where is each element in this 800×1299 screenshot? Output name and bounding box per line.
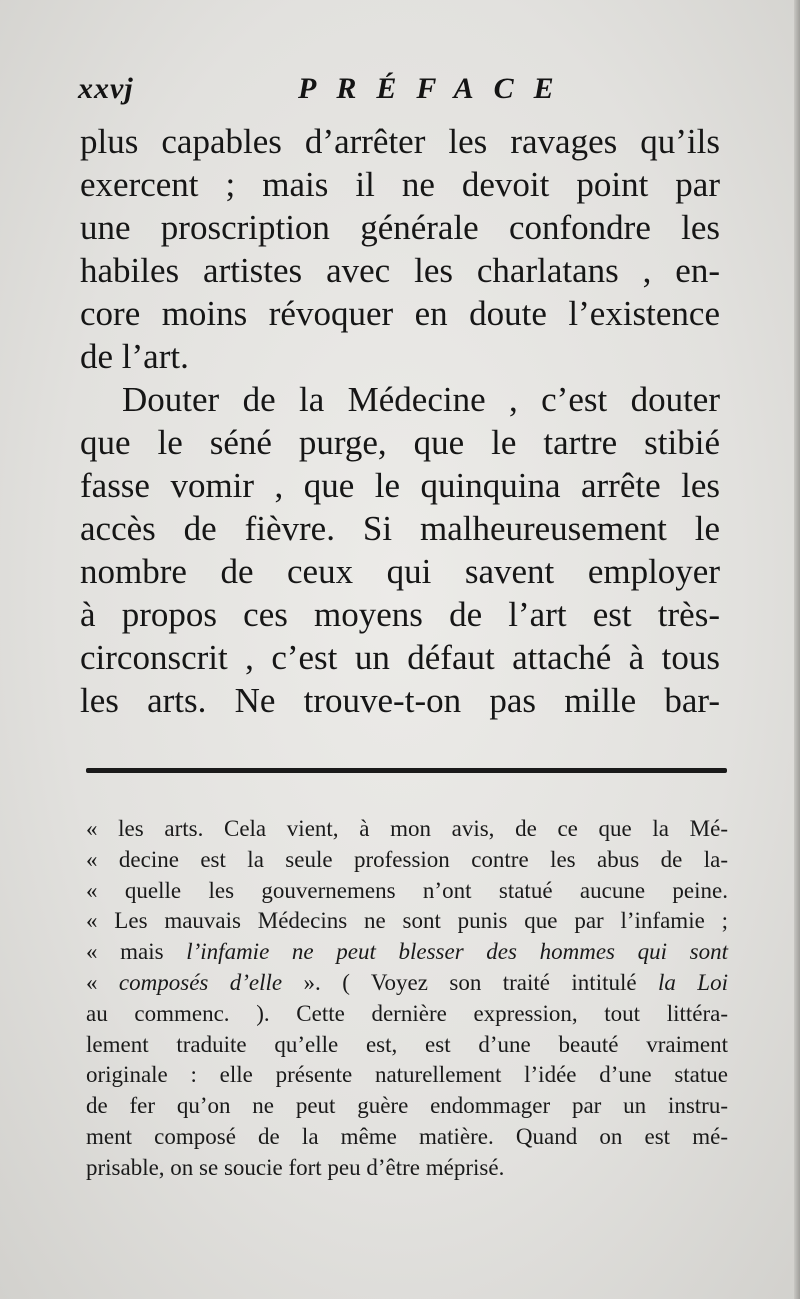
footnote-line (86, 968, 728, 999)
text-line: exercent ; mais il ne devoit point par (80, 165, 720, 204)
footnote-line: « Les mauvais Médecins ne sont punis que par l’infamie ; (86, 908, 728, 934)
text-line: une proscription générale confondre les (80, 208, 720, 247)
footnote-line: « les arts. Cela vient, à mon avis, de ce que la Mé- (86, 816, 728, 841)
footnote-line (86, 937, 728, 968)
footnote-rule (86, 768, 727, 773)
text-line: nombre de ceux qui savent employer (80, 552, 720, 591)
text-line: plus capables d’arrêter les ravages qu’ils (80, 122, 720, 161)
page-number: xxvj (78, 72, 134, 105)
page-header (78, 66, 728, 110)
text-line: core moins révoquer en doute l’existence (80, 294, 720, 333)
footnote-line: au commenc. ). Cette dernière expression, tout littéra- (86, 1000, 728, 1026)
footnote-italic: l’infamie ne peut blesser des hommes qui sont (186, 939, 728, 965)
text-line: fasse vomir , que le quinquina arrête les (80, 466, 720, 505)
footnote-italic: la Loi (658, 969, 728, 995)
page-edge (794, 0, 800, 1299)
text-line: de l’art. (80, 337, 189, 376)
running-head: PRÉFACE (298, 72, 574, 105)
footnote-text: ». ( Voyez son traité intitulé (282, 969, 658, 995)
text-line: que le séné purge, que le tartre stibié (80, 423, 720, 462)
text-line: habiles artistes avec les charlatans , en- (80, 251, 720, 290)
footnote-line: prisable, on se soucie fort peu d’être méprisé. (86, 1154, 505, 1180)
footnote-line: de fer qu’on ne peut guère endommager par un instru- (86, 1093, 728, 1119)
main-text (80, 120, 720, 722)
footnote-line: originale : elle présente naturellement l’idée d’une statue (86, 1062, 728, 1088)
footnote-text: « (86, 969, 119, 995)
footnote-line: ment composé de la même matière. Quand on est mé- (86, 1123, 728, 1149)
text-line: Douter de la Médecine , c’est douter (122, 380, 720, 419)
text-line: circonscrit , c’est un défaut attaché à tous (80, 638, 720, 677)
footnote-italic: composés d’elle (118, 969, 283, 995)
text-line: les arts. Ne trouve-t-on pas mille bar- (80, 681, 720, 720)
text-line: accès de fièvre. Si malheureusement le (80, 509, 720, 548)
footnote-line: « decine est la seule profession contre les abus de la- (86, 846, 728, 872)
text-line: à propos ces moyens de l’art est très- (80, 595, 720, 634)
footnote (86, 814, 728, 1184)
footnote-line: « quelle les gouvernemens n’ont statué aucune peine. (86, 877, 728, 903)
footnote-text: « mais (86, 939, 187, 965)
footnote-line: lement traduite qu’elle est, est d’une beauté vraiment (86, 1031, 728, 1057)
